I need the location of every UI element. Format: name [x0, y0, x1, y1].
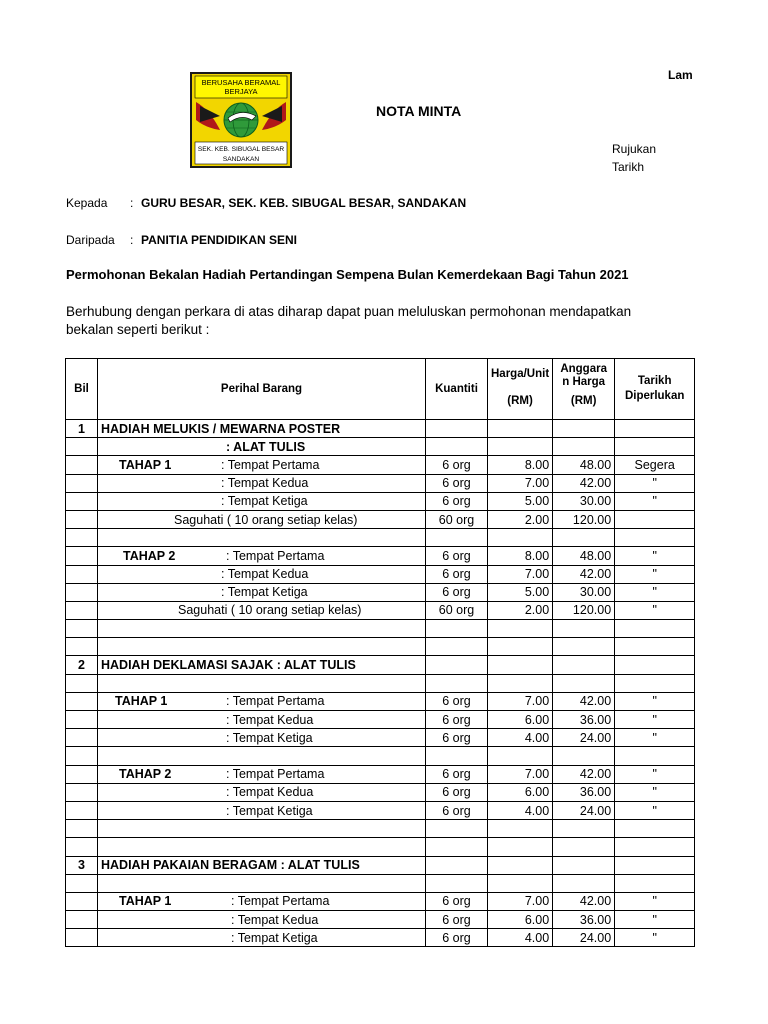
table-row [66, 674, 695, 692]
cell-harga: 4.00 [488, 801, 553, 819]
cell-anggaran: 30.00 [553, 492, 615, 510]
item-description: : Tempat Ketiga [231, 930, 318, 945]
cell-anggaran: 24.00 [553, 929, 615, 947]
kepada-colon: : [130, 196, 134, 210]
cell-anggaran [553, 838, 615, 856]
table-row [66, 856, 695, 874]
cell-harga: 7.00 [488, 474, 553, 492]
kepada-label: Kepada [66, 196, 108, 210]
request-table [65, 358, 695, 947]
cell-kuantiti: 6 org [426, 801, 488, 819]
cell-kuantiti: 6 org [426, 692, 488, 710]
table-row [66, 529, 695, 547]
cell-bil [66, 838, 98, 856]
item-description: : Tempat Pertama [226, 767, 325, 782]
cell-kuantiti: 60 org [426, 601, 488, 619]
rujukan-label: Rujukan [612, 142, 657, 156]
cell-harga: 2.00 [488, 601, 553, 619]
table-row [66, 838, 695, 856]
cell-perihal [98, 892, 426, 910]
cell-bil [66, 492, 98, 510]
table-row [66, 474, 695, 492]
svg-text:SEK. KEB. SIBUGAL BESAR: SEK. KEB. SIBUGAL BESAR [197, 146, 285, 153]
table-row [66, 692, 695, 710]
header-anggaran-line-3: (RM) [570, 395, 597, 407]
cell-harga [488, 420, 553, 438]
cell-anggaran: 42.00 [553, 474, 615, 492]
cell-kuantiti: 6 org [426, 765, 488, 783]
table-row [66, 747, 695, 765]
cell-kuantiti: 6 org [426, 729, 488, 747]
table-row [66, 601, 695, 619]
cell-tarikh [615, 420, 695, 438]
cell-tarikh [615, 510, 695, 528]
cell-perihal [98, 911, 426, 929]
cell-anggaran: 30.00 [553, 583, 615, 601]
tahap-label: TAHAP 1 [119, 457, 172, 472]
cell-anggaran [553, 656, 615, 674]
item-description: : Tempat Kedua [221, 567, 309, 582]
svg-text:BERJAYA: BERJAYA [224, 87, 258, 96]
table-row [66, 547, 695, 565]
cell-tarikh [615, 638, 695, 656]
item-description: : Tempat Ketiga [226, 730, 313, 745]
cell-perihal [98, 474, 426, 492]
header-tarikh-line-1: Tarikh [637, 375, 672, 387]
cell-tarikh [615, 747, 695, 765]
cell-kuantiti: 6 org [426, 892, 488, 910]
table-row [66, 729, 695, 747]
cell-perihal [98, 492, 426, 510]
cell-kuantiti [426, 820, 488, 838]
header-tarikh-line-2: Diperlukan [624, 390, 685, 402]
table-row [66, 638, 695, 656]
cell-kuantiti [426, 620, 488, 638]
cell-harga [488, 620, 553, 638]
table-row [66, 929, 695, 947]
cell-harga [488, 438, 553, 456]
cell-anggaran [553, 874, 615, 892]
category-title: HADIAH DEKLAMASI SAJAK : ALAT TULIS [101, 658, 356, 673]
cell-bil [66, 565, 98, 583]
cell-tarikh: " [615, 801, 695, 819]
cell-harga [488, 674, 553, 692]
cell-harga: 6.00 [488, 911, 553, 929]
school-logo [190, 72, 292, 168]
cell-bil [66, 510, 98, 528]
item-description: : Tempat Pertama [226, 694, 325, 709]
cell-perihal [98, 765, 426, 783]
cell-perihal [98, 747, 426, 765]
cell-perihal [98, 529, 426, 547]
cell-harga [488, 638, 553, 656]
cell-tarikh: Segera [615, 456, 695, 474]
cell-tarikh: " [615, 474, 695, 492]
cell-perihal [98, 711, 426, 729]
cell-kuantiti [426, 856, 488, 874]
cell-bil [66, 474, 98, 492]
cell-anggaran: 48.00 [553, 456, 615, 474]
table-row [66, 565, 695, 583]
cell-anggaran [553, 674, 615, 692]
category-title: HADIAH PAKAIAN BERAGAM : ALAT TULIS [101, 858, 360, 873]
tahap-label: TAHAP 2 [123, 548, 176, 563]
cell-kuantiti: 6 org [426, 711, 488, 729]
cell-tarikh: " [615, 492, 695, 510]
cell-anggaran: 36.00 [553, 711, 615, 729]
header-tarikh [615, 359, 695, 420]
item-description: : Tempat Kedua [226, 712, 314, 727]
cell-bil [66, 874, 98, 892]
cell-perihal [98, 601, 426, 619]
cell-tarikh: " [615, 911, 695, 929]
cell-perihal [98, 692, 426, 710]
item-description: : Tempat Pertama [226, 548, 325, 563]
item-description: : Tempat Kedua [231, 912, 319, 927]
cell-harga [488, 838, 553, 856]
cell-bil [66, 747, 98, 765]
table-row [66, 620, 695, 638]
cell-anggaran: 24.00 [553, 801, 615, 819]
svg-text:SANDAKAN: SANDAKAN [222, 156, 260, 163]
cell-perihal [98, 838, 426, 856]
cell-kuantiti: 6 org [426, 492, 488, 510]
cell-perihal [98, 674, 426, 692]
cell-anggaran: 42.00 [553, 892, 615, 910]
cell-kuantiti: 6 org [426, 456, 488, 474]
cell-tarikh: " [615, 692, 695, 710]
cell-tarikh: " [615, 765, 695, 783]
cell-anggaran [553, 620, 615, 638]
cell-bil [66, 620, 98, 638]
cell-perihal [98, 783, 426, 801]
cell-kuantiti: 6 org [426, 583, 488, 601]
school-crest-icon [190, 72, 292, 168]
table-row [66, 801, 695, 819]
cell-harga [488, 529, 553, 547]
table-row [66, 420, 695, 438]
cell-perihal [98, 547, 426, 565]
cell-tarikh [615, 438, 695, 456]
cell-kuantiti [426, 747, 488, 765]
cell-tarikh [615, 674, 695, 692]
cell-kuantiti: 6 org [426, 929, 488, 947]
item-description: Saguhati ( 10 orang setiap kelas) [178, 603, 362, 618]
memo-paragraph-line-1: Berhubung dengan perkara di atas diharap dapat puan meluluskan permohonan mendapatkan [66, 304, 632, 319]
cell-bil [66, 674, 98, 692]
cell-harga: 4.00 [488, 729, 553, 747]
cell-kuantiti [426, 420, 488, 438]
cell-bil: 2 [66, 656, 98, 674]
cell-anggaran [553, 438, 615, 456]
item-description: Saguhati ( 10 orang setiap kelas) [174, 512, 358, 527]
table-row [66, 456, 695, 474]
header-anggaran-line-2: n Harga [562, 376, 606, 388]
tahap-label: TAHAP 1 [119, 894, 172, 909]
cell-perihal [98, 801, 426, 819]
cell-perihal [98, 820, 426, 838]
cell-bil [66, 765, 98, 783]
table-row [66, 765, 695, 783]
svg-text:BERUSAHA BERAMAL: BERUSAHA BERAMAL [201, 78, 281, 87]
kepada-value: GURU BESAR, SEK. KEB. SIBUGAL BESAR, SANDAKAN [141, 196, 467, 210]
cell-tarikh [615, 656, 695, 674]
cell-kuantiti [426, 529, 488, 547]
cell-anggaran [553, 420, 615, 438]
table-header-row [66, 359, 695, 420]
cell-bil [66, 929, 98, 947]
cell-anggaran: 42.00 [553, 765, 615, 783]
table-row [66, 583, 695, 601]
memo-paragraph [66, 303, 706, 339]
cell-perihal [98, 729, 426, 747]
cell-harga: 8.00 [488, 456, 553, 474]
cell-perihal [98, 420, 426, 438]
cell-perihal [98, 565, 426, 583]
tarikh-label: Tarikh [612, 160, 645, 174]
cell-perihal [98, 656, 426, 674]
cell-anggaran: 120.00 [553, 601, 615, 619]
table-row [66, 820, 695, 838]
cell-tarikh [615, 874, 695, 892]
cell-tarikh: " [615, 929, 695, 947]
table-row [66, 874, 695, 892]
table-row [66, 911, 695, 929]
header-anggaran [553, 359, 615, 420]
cell-harga: 7.00 [488, 892, 553, 910]
cell-anggaran [553, 638, 615, 656]
cell-kuantiti: 6 org [426, 547, 488, 565]
table-row [66, 656, 695, 674]
cell-bil [66, 438, 98, 456]
cell-anggaran: 42.00 [553, 565, 615, 583]
cell-anggaran [553, 529, 615, 547]
item-description: : Tempat Kedua [221, 476, 309, 491]
table-row [66, 510, 695, 528]
item-description: : Tempat Kedua [226, 785, 314, 800]
cell-bil [66, 711, 98, 729]
cell-kuantiti: 6 org [426, 911, 488, 929]
cell-bil [66, 892, 98, 910]
cell-tarikh: " [615, 565, 695, 583]
cell-bil: 3 [66, 856, 98, 874]
cell-bil [66, 820, 98, 838]
table-row [66, 492, 695, 510]
memo-paragraph-line-2: bekalan seperti berikut : [66, 322, 210, 337]
cell-bil [66, 801, 98, 819]
header-harga [488, 359, 553, 420]
cell-harga: 6.00 [488, 711, 553, 729]
table-row [66, 711, 695, 729]
cell-tarikh: " [615, 783, 695, 801]
cell-bil [66, 729, 98, 747]
cell-anggaran [553, 820, 615, 838]
cell-perihal [98, 620, 426, 638]
header-perihal: Perihal Barang [98, 359, 426, 420]
cell-harga [488, 874, 553, 892]
header-kuantiti: Kuantiti [426, 359, 488, 420]
item-description: : Tempat Pertama [231, 894, 330, 909]
cell-tarikh: " [615, 583, 695, 601]
cell-tarikh [615, 838, 695, 856]
header-harga-line-1: Harga/Unit [491, 368, 550, 380]
table-row [66, 783, 695, 801]
cell-anggaran: 36.00 [553, 783, 615, 801]
cell-bil [66, 547, 98, 565]
cell-kuantiti [426, 638, 488, 656]
cell-anggaran: 36.00 [553, 911, 615, 929]
tahap-label: TAHAP 2 [119, 767, 172, 782]
daripada-colon: : [130, 233, 134, 247]
category-subtitle: : ALAT TULIS [226, 439, 306, 454]
cell-tarikh [615, 529, 695, 547]
cell-perihal [98, 638, 426, 656]
cell-bil [66, 692, 98, 710]
item-description: : Tempat Ketiga [221, 494, 308, 509]
cell-bil [66, 583, 98, 601]
cell-harga: 7.00 [488, 765, 553, 783]
cell-tarikh: " [615, 547, 695, 565]
cell-kuantiti [426, 874, 488, 892]
page-title: NOTA MINTA [376, 103, 462, 119]
cell-tarikh: " [615, 601, 695, 619]
cell-kuantiti: 6 org [426, 474, 488, 492]
cell-perihal [98, 856, 426, 874]
cell-harga [488, 747, 553, 765]
item-description: : Tempat Pertama [221, 457, 320, 472]
cell-harga [488, 856, 553, 874]
cell-anggaran: 42.00 [553, 692, 615, 710]
cell-tarikh [615, 856, 695, 874]
cell-perihal [98, 874, 426, 892]
cell-tarikh: " [615, 892, 695, 910]
cell-anggaran [553, 856, 615, 874]
cell-harga: 8.00 [488, 547, 553, 565]
daripada-value: PANITIA PENDIDIKAN SENI [141, 233, 298, 247]
cell-harga: 7.00 [488, 692, 553, 710]
cell-bil: 1 [66, 420, 98, 438]
header-harga-line-2: (RM) [507, 395, 533, 407]
cell-tarikh: " [615, 711, 695, 729]
cell-perihal [98, 929, 426, 947]
cell-bil [66, 783, 98, 801]
item-description: : Tempat Ketiga [226, 803, 313, 818]
cell-anggaran: 48.00 [553, 547, 615, 565]
cell-bil [66, 638, 98, 656]
table-row [66, 438, 695, 456]
cell-bil [66, 456, 98, 474]
item-description: : Tempat Ketiga [221, 585, 308, 600]
page-reference-lam: Lam [668, 68, 693, 82]
cell-kuantiti [426, 674, 488, 692]
header-anggaran-line-1: Anggara [560, 363, 607, 375]
cell-anggaran: 24.00 [553, 729, 615, 747]
cell-perihal [98, 583, 426, 601]
cell-tarikh [615, 820, 695, 838]
header-bil: Bil [66, 359, 98, 420]
category-title: HADIAH MELUKIS / MEWARNA POSTER [101, 421, 341, 436]
cell-harga [488, 656, 553, 674]
cell-kuantiti [426, 438, 488, 456]
cell-bil [66, 911, 98, 929]
cell-harga: 2.00 [488, 510, 553, 528]
cell-anggaran [553, 747, 615, 765]
cell-kuantiti: 60 org [426, 510, 488, 528]
cell-tarikh [615, 620, 695, 638]
cell-kuantiti [426, 838, 488, 856]
cell-harga: 6.00 [488, 783, 553, 801]
cell-perihal [98, 456, 426, 474]
cell-tarikh: " [615, 729, 695, 747]
memo-subject: Permohonan Bekalan Hadiah Pertandingan Sempena Bulan Kemerdekaan Bagi Tahun 2021 [66, 267, 629, 282]
cell-perihal [98, 510, 426, 528]
cell-perihal [98, 438, 426, 456]
tahap-label: TAHAP 1 [115, 694, 168, 709]
daripada-label: Daripada [66, 233, 115, 247]
cell-bil [66, 601, 98, 619]
cell-harga: 7.00 [488, 565, 553, 583]
cell-harga: 5.00 [488, 492, 553, 510]
cell-kuantiti: 6 org [426, 783, 488, 801]
cell-harga: 4.00 [488, 929, 553, 947]
cell-anggaran: 120.00 [553, 510, 615, 528]
cell-harga: 5.00 [488, 583, 553, 601]
cell-kuantiti: 6 org [426, 565, 488, 583]
cell-bil [66, 529, 98, 547]
cell-harga [488, 820, 553, 838]
cell-kuantiti [426, 656, 488, 674]
table-row [66, 892, 695, 910]
